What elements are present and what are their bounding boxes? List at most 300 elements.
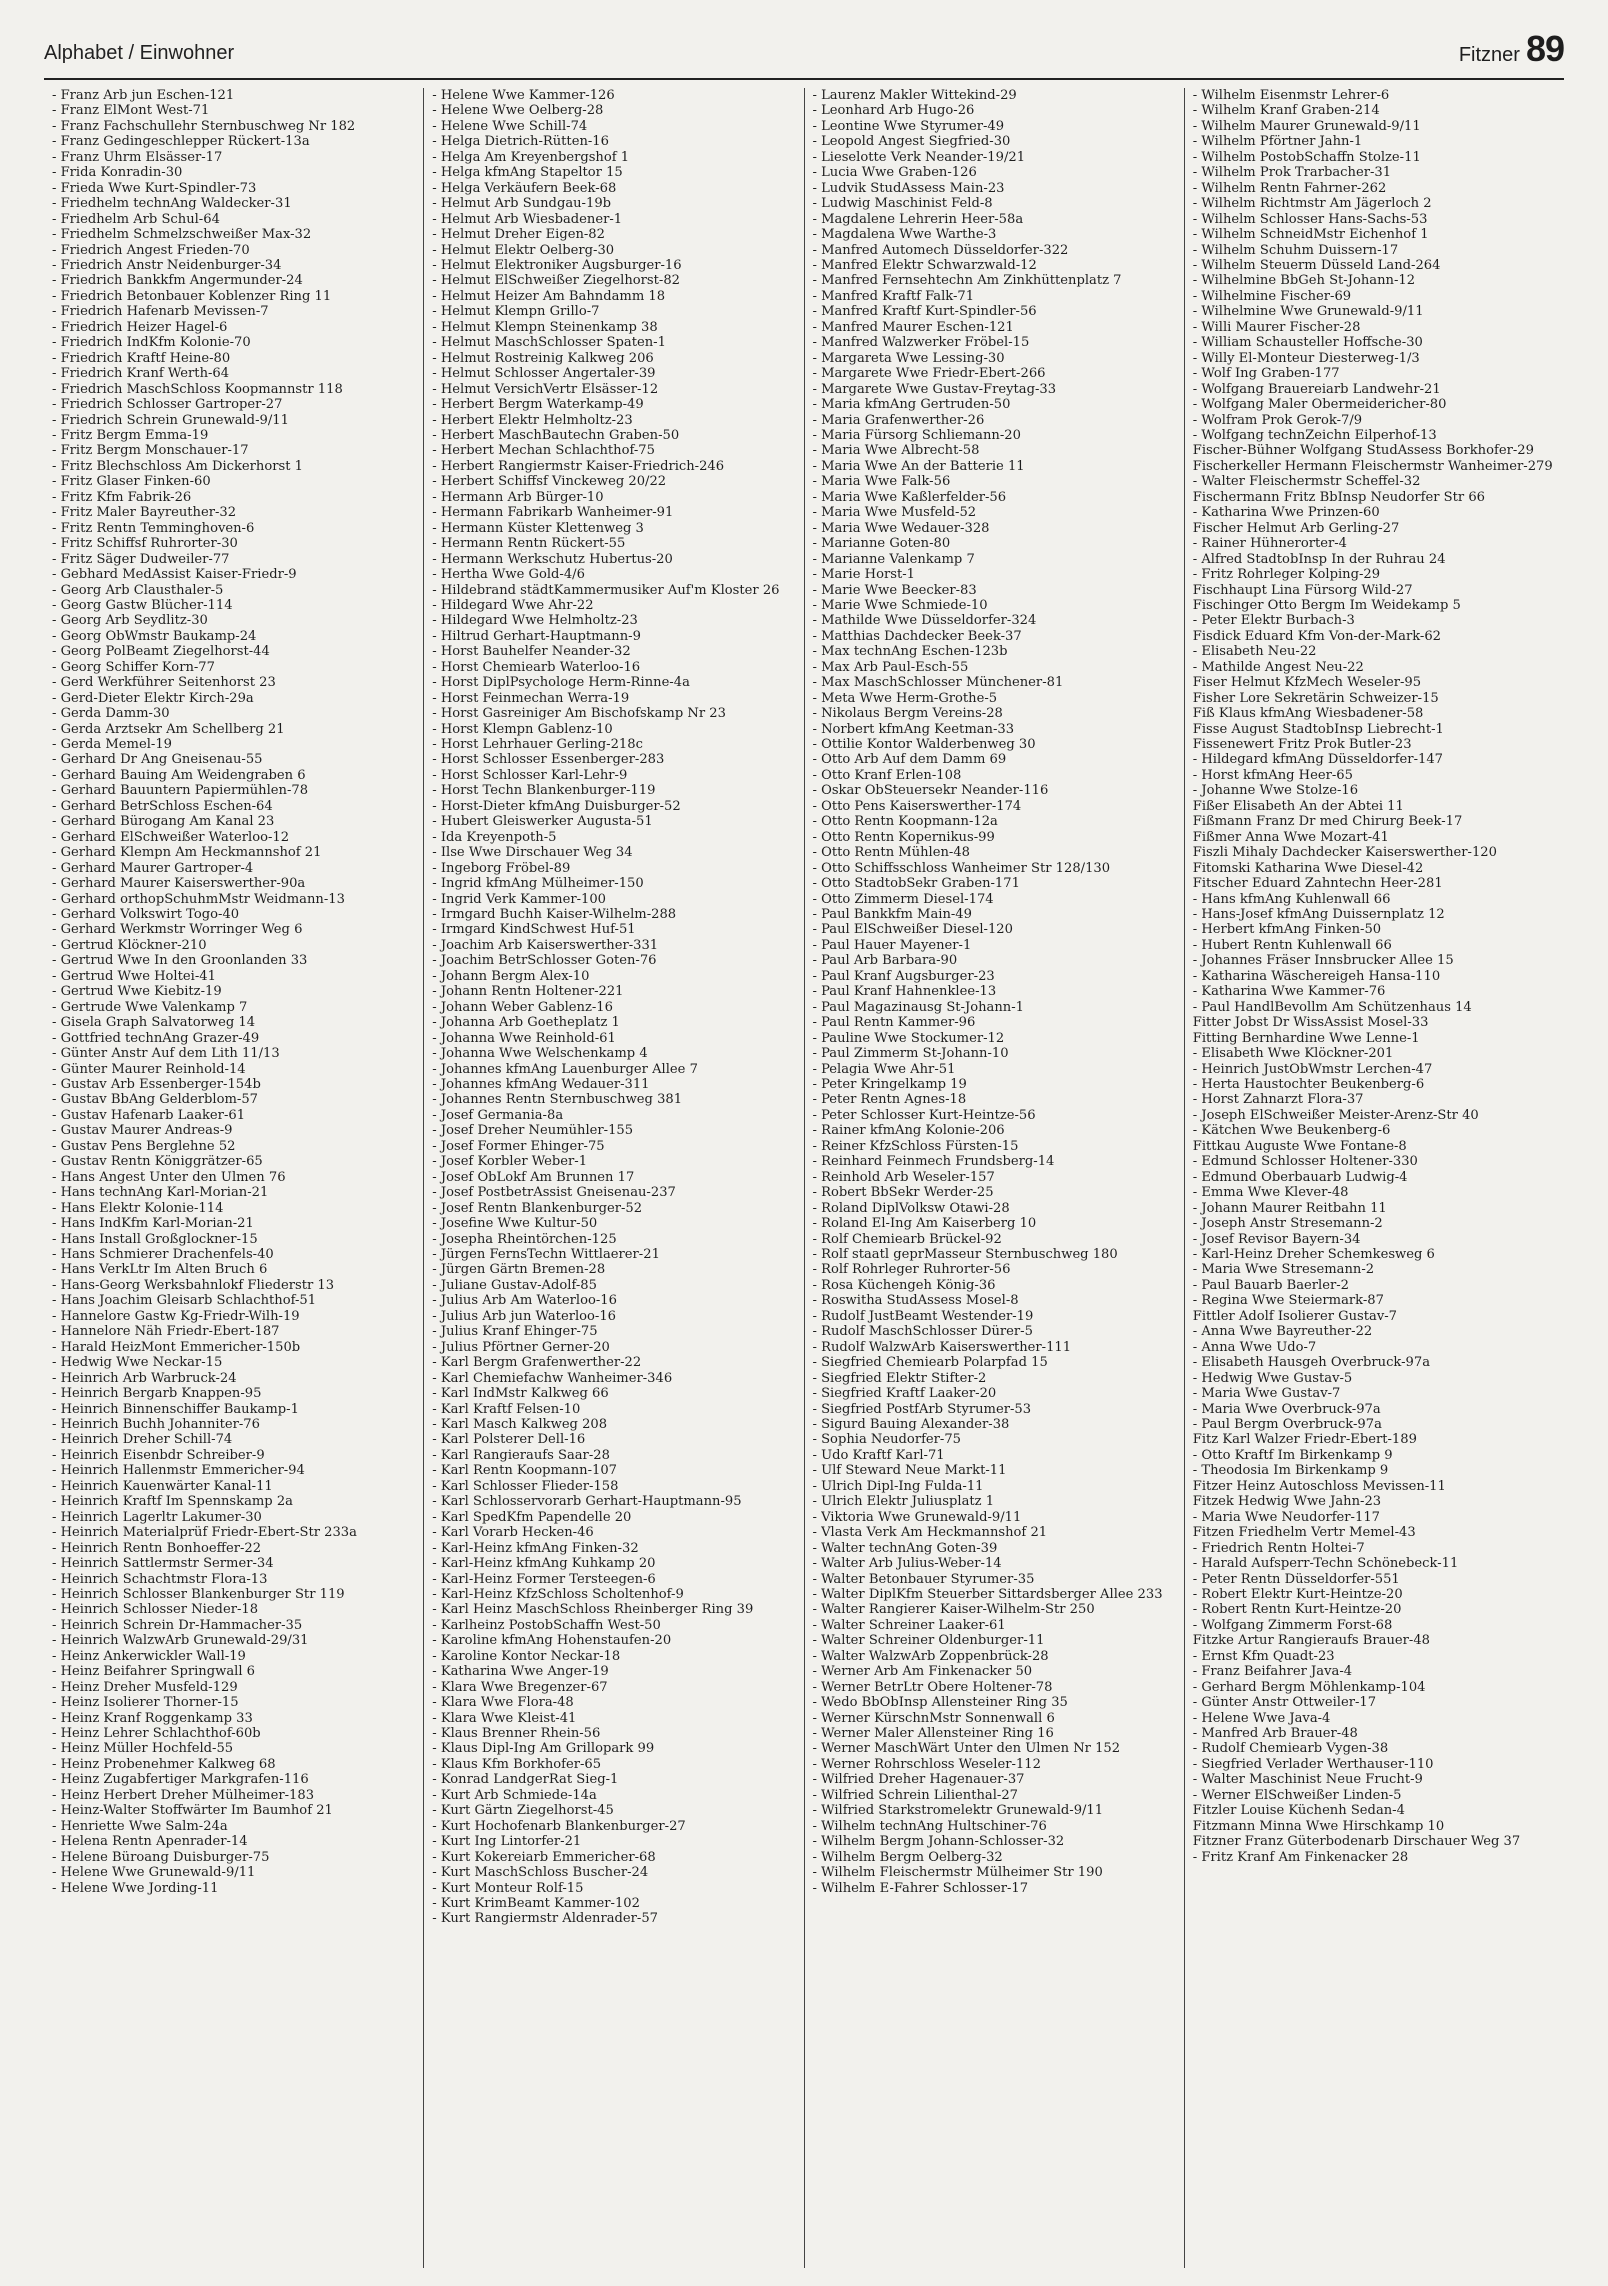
directory-entry: - Wilhelm Schlosser Hans-Sachs-53 <box>1192 211 1428 227</box>
directory-entry: - Horst Chemiearb Waterloo-16 <box>432 659 641 675</box>
column-4 <box>1184 88 1564 2268</box>
directory-entry: - Kurt Rangiermstr Aldenrader-57 <box>432 1911 658 1927</box>
directory-entry: - Ingrid kfmAng Mülheimer-150 <box>432 876 644 892</box>
directory-entry: - Katharina Wwe Kammer-76 <box>1192 984 1386 1000</box>
directory-entry: - Wilhelm technAng Hultschiner-76 <box>812 1818 1047 1834</box>
directory-entry: - Heinrich Hallenmstr Emmericher-94 <box>52 1463 305 1479</box>
directory-entry: - Alfred StadtobInsp In der Ruhrau 24 <box>1192 551 1446 567</box>
directory-entry: - Kurt Gärtn Ziegelhorst-45 <box>432 1803 614 1819</box>
directory-entry: - Gustav Rentn Königgrätzer-65 <box>52 1154 263 1170</box>
directory-entry: - Horst Klempn Gablenz-10 <box>432 721 613 737</box>
directory-entry: - Walter Arb Julius-Weber-14 <box>812 1556 1002 1572</box>
directory-entry: - Friedhelm Schmelzschweißer Max-32 <box>52 227 312 243</box>
directory-entry: - Walter Maschinist Neue Frucht-9 <box>1192 1772 1423 1788</box>
directory-entry: - Gerhard Maurer Kaiserswerther-90a <box>52 876 306 892</box>
directory-entry: - Karl Vorarb Hecken-46 <box>432 1525 594 1541</box>
directory-entry: - Gertrude Wwe Valenkamp 7 <box>52 999 248 1015</box>
directory-entry: - Karoline Kontor Neckar-18 <box>432 1648 621 1664</box>
directory-entry: - Hildegard Wwe Ahr-22 <box>432 597 594 613</box>
directory-entry: - Heinz Ankerwickler Wall-19 <box>52 1648 246 1664</box>
directory-entry: - Karl Heinz MaschSchloss Rheinberger Ring 39 <box>432 1602 754 1618</box>
directory-entry: - Helene Büroang Duisburger-75 <box>52 1849 270 1865</box>
directory-entry: - Margarete Wwe Friedr-Ebert-266 <box>812 366 1046 382</box>
directory-entry: - Sigurd Bauing Alexander-38 <box>812 1416 1010 1432</box>
directory-entry: - Johann Rentn Holtener-221 <box>432 984 624 1000</box>
directory-entry: - Fritz Rohrleger Kolping-29 <box>1192 567 1381 583</box>
directory-entry: - Helmut MaschSchlosser Spaten-1 <box>432 335 666 351</box>
directory-entry: - Wilfried Schrein Lilienthal-27 <box>812 1787 1019 1803</box>
directory-entry: - Wilfried Starkstromelektr Grunewald-9/11 <box>812 1803 1104 1819</box>
directory-entry: - Maria Wwe Stresemann-2 <box>1192 1262 1375 1278</box>
directory-entry: - Helga Am Kreyenbergshof 1 <box>432 149 630 165</box>
directory-entry: - Paul Bauarb Baerler-2 <box>1192 1277 1350 1293</box>
directory-entry: - Otto Zimmerm Diesel-174 <box>812 891 994 907</box>
directory-entry: - Helmut Elektr Oelberg-30 <box>432 242 615 258</box>
directory-entry: - Josef Korbler Weber-1 <box>432 1154 588 1170</box>
directory-entry: - Johann Maurer Reitbahn 11 <box>1192 1200 1387 1216</box>
directory-entry: - Heinrich Materialprüf Friedr-Ebert-Str 233a <box>52 1525 357 1541</box>
directory-entry: - Heinrich Dreher Schill-74 <box>52 1432 233 1448</box>
directory-entry: Fiszli Mihaly Dachdecker Kaiserswerther-120 <box>1192 845 1497 861</box>
directory-entry: - Fritz Maler Bayreuther-32 <box>52 505 237 521</box>
directory-entry: - Gerd Werkführer Seitenhorst 23 <box>52 675 276 691</box>
directory-entry: Fittler Adolf Isolierer Gustav-7 <box>1192 1308 1397 1324</box>
directory-entry: - Hubert Gleiswerker Augusta-51 <box>432 814 653 830</box>
directory-entry: - Meta Wwe Herm-Grothe-5 <box>812 690 998 706</box>
directory-entry: - Friedrich Kranf Werth-64 <box>52 366 230 382</box>
directory-entry: Fitting Bernhardine Wwe Lenne-1 <box>1192 1030 1420 1046</box>
directory-entry: - Jürgen Gärtn Bremen-28 <box>432 1262 606 1278</box>
directory-entry: - Gustav Maurer Andreas-9 <box>52 1123 233 1139</box>
directory-entry: - Nikolaus Bergm Vereins-28 <box>812 706 1003 722</box>
directory-entry: - Helmut Schlosser Angertaler-39 <box>432 366 656 382</box>
directory-entry: - Peter Elektr Burbach-3 <box>1192 613 1355 629</box>
directory-entry: - Gottfried technAng Grazer-49 <box>52 1030 260 1046</box>
directory-entry: - Gustav Arb Essenberger-154b <box>52 1077 261 1092</box>
directory-entry: - Helene Wwe Schill-74 <box>432 118 588 134</box>
directory-entry: - Werner Arb Am Finkenacker 50 <box>812 1664 1033 1680</box>
directory-entry: - Maria Wwe Musfeld-52 <box>812 505 977 521</box>
directory-entry: - Josef ObLokf Am Brunnen 17 <box>432 1169 635 1185</box>
directory-entry: - Heinz Lehrer Schlachthof-60b <box>52 1726 261 1742</box>
directory-entry: - Elisabeth Neu-22 <box>1192 644 1317 660</box>
directory-entry: - Gerhard orthopSchuhmMstr Weidmann-13 <box>52 891 345 907</box>
directory-entry: - Ilse Wwe Dirschauer Weg 34 <box>432 845 633 861</box>
directory-entry: - Josef Revisor Bayern-34 <box>1192 1231 1361 1247</box>
directory-entry: - Fritz Kranf Am Finkenacker 28 <box>1192 1849 1409 1865</box>
directory-entry: - Peter Rentn Düsseldorfer-551 <box>1192 1571 1400 1587</box>
page-number: 89 <box>1525 28 1564 69</box>
directory-entry: - Harald HeizMont Emmericher-150b <box>52 1339 301 1355</box>
directory-entry: - Rudolf JustBeamt Westender-19 <box>812 1308 1034 1324</box>
directory-entry: - Walter Betonbauer Styrumer-35 <box>812 1571 1035 1587</box>
directory-entry: - Heinz Herbert Dreher Mülheimer-183 <box>52 1787 315 1803</box>
column-3 <box>804 88 1184 2268</box>
directory-entry: Fitzke Artur Rangieraufs Brauer-48 <box>1192 1633 1431 1649</box>
directory-entry: - Friedrich Rentn Holtei-7 <box>1192 1540 1365 1556</box>
directory-entry: Fittkau Auguste Wwe Fontane-8 <box>1192 1138 1407 1154</box>
directory-entry: - Heinz Isolierer Thorner-15 <box>52 1695 239 1711</box>
directory-entry: - Hermann Fabrikarb Wanheimer-91 <box>432 505 674 521</box>
directory-entry: - Klaus Kfm Borkhofer-65 <box>432 1756 602 1772</box>
directory-entry: - Wolfram Prok Gerok-7/9 <box>1192 412 1363 428</box>
directory-entry: - Hildegard kfmAng Düsseldorfer-147 <box>1192 752 1443 768</box>
directory-entry: - Horst-Dieter kfmAng Duisburger-52 <box>432 798 681 814</box>
directory-entry: - Matthias Dachdecker Beek-37 <box>812 628 1022 644</box>
directory-entry: - Gerhard ElSchweißer Waterloo-12 <box>52 829 290 845</box>
directory-entry: - Georg Gastw Blücher-114 <box>52 597 233 613</box>
directory-entry: - Kurt KrimBeamt Kammer-102 <box>432 1896 640 1912</box>
directory-entry: - Frieda Wwe Kurt-Spindler-73 <box>52 180 257 196</box>
directory-entry: - Wilhelm Kranf Graben-214 <box>1192 103 1380 119</box>
directory-entry: - Maria Wwe Overbruck-97a <box>1192 1401 1381 1417</box>
directory-entry: - Karl Masch Kalkweg 208 <box>432 1416 608 1432</box>
directory-entry: - Wedo BbObInsp Allensteiner Ring 35 <box>812 1695 1068 1711</box>
directory-entry: - Karl Chemiefachw Wanheimer-346 <box>432 1370 673 1386</box>
directory-entry: - Fritz Glaser Finken-60 <box>52 474 211 490</box>
directory-entry: - Klara Wwe Kleist-41 <box>432 1710 577 1726</box>
directory-entry: - Willy El-Monteur Diesterweg-1/3 <box>1192 350 1420 366</box>
directory-entry: - Georg PolBeamt Ziegelhorst-44 <box>52 644 270 660</box>
directory-entry: - Irmgard KindSchwest Huf-51 <box>432 922 636 938</box>
directory-entry: - Heinrich Lagerltr Lakumer-30 <box>52 1509 262 1525</box>
directory-entry: - Gerda Damm-30 <box>52 706 170 722</box>
directory-entry: - Helene Wwe Grunewald-9/11 <box>52 1865 256 1881</box>
directory-entry: - Horst Schlosser Karl-Lehr-9 <box>432 767 628 783</box>
directory-entry: Fischhaupt Lina Fürsorg Wild-27 <box>1192 582 1413 598</box>
directory-entry: - Hans-Georg Werksbahnlokf Fliederstr 13 <box>52 1277 335 1293</box>
directory-entry: - Kurt Ing Lintorfer-21 <box>432 1834 582 1850</box>
directory-entry: - Wilhelmine Wwe Grunewald-9/11 <box>1192 304 1424 320</box>
directory-entry: - Kurt Arb Schmiede-14a <box>432 1787 597 1803</box>
directory-entry: - Horst Gasreiniger Am Bischofskamp Nr 23 <box>432 706 726 722</box>
directory-entry: - Mathilde Wwe Düsseldorfer-324 <box>812 613 1037 629</box>
directory-entry: - Hubert Rentn Kuhlenwall 66 <box>1192 937 1392 953</box>
directory-entry: - Helmut Klempn Steinenkamp 38 <box>432 319 658 335</box>
directory-entry: - Helene Wwe Oelberg-28 <box>432 103 604 119</box>
directory-entry: - Wilhelm Pförtner Jahn-1 <box>1192 134 1363 150</box>
directory-entry: - Robert Elektr Kurt-Heintze-20 <box>1192 1586 1403 1602</box>
directory-entry: - Siegfried Kraftf Laaker-20 <box>812 1386 997 1402</box>
directory-entry: - Helena Rentn Apenrader-14 <box>52 1834 248 1850</box>
directory-entry: - Marie Wwe Schmiede-10 <box>812 597 988 613</box>
directory-entry: - Johannes kfmAng Wedauer-311 <box>432 1077 650 1092</box>
directory-entry: - Johanna Wwe Welschenkamp 4 <box>432 1046 648 1062</box>
directory-entry: - Hannelore Gastw Kg-Friedr-Wilh-19 <box>52 1308 300 1324</box>
directory-entry: - Marianne Valenkamp 7 <box>812 551 975 567</box>
directory-entry: - Josef Rentn Blankenburger-52 <box>432 1200 643 1216</box>
directory-entry: - Klara Wwe Bregenzer-67 <box>432 1679 608 1695</box>
directory-entry: - Helmut Heizer Am Bahndamm 18 <box>432 288 666 304</box>
directory-entry: - Siegfried Elektr Stifter-2 <box>812 1370 987 1386</box>
directory-entry: Fischermann Fritz BbInsp Neudorfer Str 66 <box>1192 489 1485 505</box>
directory-entry: - Johanna Wwe Reinhold-61 <box>432 1030 616 1046</box>
directory-entry: - Heinrich Schlosser Nieder-18 <box>52 1602 259 1618</box>
directory-entry: - Roland El-Ing Am Kaiserberg 10 <box>812 1216 1037 1232</box>
directory-entry: - Heinrich Schachtmstr Flora-13 <box>52 1571 268 1587</box>
directory-entry: - Ida Kreyenpoth-5 <box>432 829 557 845</box>
directory-entry: - Walter Schreiner Oldenburger-11 <box>812 1633 1045 1649</box>
directory-entry: - Edmund Schlosser Holtener-330 <box>1192 1154 1418 1170</box>
directory-entry: - Franz Beifahrer Java-4 <box>1192 1664 1353 1680</box>
directory-entry: - Johannes Rentn Sternbuschweg 381 <box>432 1092 683 1108</box>
directory-entry: - Rolf Rohrleger Ruhrorter-56 <box>812 1262 1011 1278</box>
publisher-page <box>1459 28 1564 70</box>
directory-entry: - Gustav BbAng Gelderblom-57 <box>52 1092 259 1108</box>
directory-entry: - Walter Fleischermstr Scheffel-32 <box>1192 474 1421 490</box>
directory-entry: Fiser Helmut KfzMech Weseler-95 <box>1192 675 1422 691</box>
directory-entry: - Otto Rentn Kopernikus-99 <box>812 829 995 845</box>
directory-entry: - Wilhelm Maurer Grunewald-9/11 <box>1192 118 1421 134</box>
directory-entry: - Heinrich Rentn Bonhoeffer-22 <box>52 1540 262 1556</box>
directory-entry: - Otto Arb Auf dem Damm 69 <box>812 752 1007 768</box>
directory-entry: - Hans Angest Unter den Ulmen 76 <box>52 1169 286 1185</box>
directory-entry: - Hans Schmierer Drachenfels-40 <box>52 1246 274 1262</box>
directory-entry: - Henriette Wwe Salm-24a <box>52 1818 228 1834</box>
directory-entry: - Josef PostbetrAssist Gneisenau-237 <box>432 1185 676 1201</box>
directory-entry: - Heinrich Schrein Dr-Hammacher-35 <box>52 1617 303 1633</box>
directory-entry: - Helene Wwe Java-4 <box>1192 1710 1331 1726</box>
directory-entry: - Ottilie Kontor Walderbenweg 30 <box>812 737 1036 753</box>
directory-entry: - Heinz Kranf Roggenkamp 33 <box>52 1710 253 1726</box>
directory-entry: - Horst Feinmechan Werra-19 <box>432 690 630 706</box>
directory-entry: - Wilhelm Schuhm Duissern-17 <box>1192 242 1399 258</box>
directory-entry: - Friedrich Hafenarb Mevissen-7 <box>52 304 269 320</box>
directory-entry: - Julius Arb Am Waterloo-16 <box>432 1293 617 1309</box>
directory-entry: - Paul Bergm Overbruck-97a <box>1192 1416 1382 1432</box>
directory-entry: - Wilhelm Steuerm Düsseld Land-264 <box>1192 257 1441 273</box>
directory-entry: - Hans-Josef kfmAng Duissernplatz 12 <box>1192 907 1445 923</box>
directory-entry: - Julius Kranf Ehinger-75 <box>432 1324 598 1340</box>
directory-entry: - Karl-Heinz Dreher Schemkesweg 6 <box>1192 1246 1435 1262</box>
directory-entry: Fiß Klaus kfmAng Wiesbadener-58 <box>1192 706 1424 722</box>
directory-entry: - Maria Wwe Albrecht-58 <box>812 443 980 459</box>
directory-entry: - Manfred Walzwerker Fröbel-15 <box>812 335 1030 351</box>
directory-entry: Fitzner Franz Güterbodenarb Dirschauer Weg 37 <box>1192 1834 1521 1850</box>
directory-entry: - Katharina Wwe Anger-19 <box>432 1664 609 1680</box>
directory-entry: - Heinrich Bergarb Knappen-95 <box>52 1386 262 1402</box>
directory-entry: - Hertha Wwe Gold-4/6 <box>432 567 585 583</box>
directory-entry: - Werner Rohrschloss Weseler-112 <box>812 1756 1041 1772</box>
directory-entry: - Walter technAng Goten-39 <box>812 1540 998 1556</box>
directory-entry: - Werner Maler Allensteiner Ring 16 <box>812 1726 1054 1742</box>
directory-entry: - Paul ElSchweißer Diesel-120 <box>812 922 1013 938</box>
directory-entry: - Paul Bankkfm Main-49 <box>812 907 972 923</box>
directory-entry: - Gerhard Bürogang Am Kanal 23 <box>52 814 275 830</box>
directory-entry: - Gerhard Dr Ang Gneisenau-55 <box>52 752 263 768</box>
directory-entry: - Karl-Heinz Former Tersteegen-6 <box>432 1571 656 1587</box>
directory-entry: - Gertrud Wwe In den Groonlanden 33 <box>52 953 308 969</box>
directory-entry: - Hermann Werkschutz Hubertus-20 <box>432 551 673 567</box>
directory-entry: Fischer Helmut Arb Gerling-27 <box>1192 520 1400 536</box>
directory-entry: - Leonhard Arb Hugo-26 <box>812 103 975 119</box>
directory-entry: - Maria Wwe Falk-56 <box>812 474 951 490</box>
directory-entry: - Wilhelm Richtmstr Am Jägerloch 2 <box>1192 196 1432 212</box>
directory-entry: - Karlheinz PostobSchaffn West-50 <box>432 1617 661 1633</box>
directory-entry: - Siegfried Verlader Werthauser-110 <box>1192 1756 1434 1772</box>
directory-entry: - Franz Gedingeschlepper Rückert-13a <box>52 134 310 150</box>
directory-entry: - Joseph Anstr Stresemann-2 <box>1192 1216 1383 1232</box>
directory-entry: - Helga Dietrich-Rütten-16 <box>432 134 609 150</box>
directory-entry: - Josef Dreher Neumühler-155 <box>432 1123 634 1139</box>
directory-entry: - Walter Rangierer Kaiser-Wilhelm-Str 250 <box>812 1602 1095 1618</box>
directory-entry: - Hans Elektr Kolonie-114 <box>52 1200 224 1216</box>
directory-entry: - Paul Kranf Hahnenklee-13 <box>812 984 997 1000</box>
directory-entry: - Günter Anstr Auf dem Lith 11/13 <box>52 1046 280 1062</box>
directory-entry: - Herbert Schiffsf Vinckeweg 20/22 <box>432 474 667 490</box>
directory-entry: - Friedhelm technAng Waldecker-31 <box>52 196 292 212</box>
directory-entry: - Georg Schiffer Korn-77 <box>52 659 215 675</box>
directory-entry: - Manfred Arb Brauer-48 <box>1192 1726 1358 1742</box>
directory-entry: - Josef Former Ehinger-75 <box>432 1138 605 1154</box>
directory-entry: - Heinz Probenehmer Kalkweg 68 <box>52 1756 276 1772</box>
directory-entry: Fitscher Eduard Zahntechn Heer-281 <box>1192 876 1443 892</box>
directory-entry: - Heinrich Sattlermstr Sermer-34 <box>52 1556 274 1572</box>
directory-entry: - Friedhelm Arb Schul-64 <box>52 211 220 227</box>
directory-entry: Fißmann Franz Dr med Chirurg Beek-17 <box>1192 814 1463 830</box>
directory-entry: - Gerhard BetrSchloss Eschen-64 <box>52 798 273 814</box>
directory-entry: - Maria Wwe Gustav-7 <box>1192 1386 1341 1402</box>
directory-entry: - Maria Grafenwerther-26 <box>812 412 985 428</box>
directory-entry: - Anna Wwe Bayreuther-22 <box>1192 1324 1373 1340</box>
directory-entry: - Ulf Steward Neue Markt-11 <box>812 1463 1007 1479</box>
directory-entry: - Karl IndMstr Kalkweg 66 <box>432 1386 609 1402</box>
directory-entry: - Gerhard Werkmstr Worringer Weg 6 <box>52 922 303 938</box>
directory-entry: - Gertrud Wwe Holtei-41 <box>52 968 216 984</box>
directory-entry: - Otto Schiffsschloss Wanheimer Str 128/130 <box>812 860 1111 876</box>
directory-entry: - Heinrich Eisenbdr Schreiber-9 <box>52 1447 265 1463</box>
directory-entry: - Wilhelm Bergm Oelberg-32 <box>812 1849 1003 1865</box>
directory-entry: - Manfred Kraftf Kurt-Spindler-56 <box>812 304 1037 320</box>
directory-entry: - Pelagia Wwe Ahr-51 <box>812 1061 956 1077</box>
directory-entry: - Josef Germania-8a <box>432 1107 564 1123</box>
directory-entry: - Helga Verkäufern Beek-68 <box>432 180 617 196</box>
directory-entry: - Heinrich WalzwArb Grunewald-29/31 <box>52 1633 309 1649</box>
directory-entry: - Helmut ElSchweißer Ziegelhorst-82 <box>432 273 681 289</box>
directory-entry: - Hedwig Wwe Gustav-5 <box>1192 1370 1353 1386</box>
directory-entry: - Fritz Bergm Emma-19 <box>52 427 209 443</box>
directory-entry: - Kurt Hochofenarb Blankenburger-27 <box>432 1818 686 1834</box>
directory-entry: - Johannes kfmAng Lauenburger Allee 7 <box>432 1061 698 1077</box>
directory-entry: - Paul Zimmerm St-Johann-10 <box>812 1046 1009 1062</box>
directory-entry: - Friedrich Anstr Neidenburger-34 <box>52 257 282 273</box>
directory-entry: - Leontine Wwe Styrumer-49 <box>812 118 1005 134</box>
directory-entry: - Herbert Rangiermstr Kaiser-Friedrich-246 <box>432 458 725 474</box>
directory-entry: - Karl Bergm Grafenwerther-22 <box>432 1355 642 1371</box>
directory-entry: - Walter Schreiner Laaker-61 <box>812 1617 1006 1633</box>
directory-entry: - Paul Hauer Mayener-1 <box>812 937 972 953</box>
directory-entry: - Irmgard Buchh Kaiser-Wilhelm-288 <box>432 907 677 923</box>
directory-columns <box>44 88 1564 2268</box>
directory-entry: - Gerhard Volkswirt Togo-40 <box>52 907 240 923</box>
directory-entry: - Theodosia Im Birkenkamp 9 <box>1192 1463 1389 1479</box>
directory-entry: - Helmut Arb Wiesbadener-1 <box>432 211 623 227</box>
directory-entry: - Elisabeth Hausgeh Overbruck-97a <box>1192 1355 1431 1371</box>
directory-entry: - Ingrid Verk Kammer-100 <box>432 891 607 907</box>
directory-entry: - Reinhard Feinmech Frundsberg-14 <box>812 1154 1055 1170</box>
directory-entry: Fitomski Katharina Wwe Diesel-42 <box>1192 860 1424 876</box>
directory-entry: - Helmut Rostreinig Kalkweg 206 <box>432 350 654 366</box>
directory-entry: - Paul Arb Barbara-90 <box>812 953 958 969</box>
directory-entry: - Heinz Dreher Musfeld-129 <box>52 1679 238 1695</box>
directory-entry: - Werner ElSchweißer Linden-5 <box>1192 1787 1402 1803</box>
directory-entry: - Karl Schlosser Flieder-158 <box>432 1478 619 1494</box>
directory-entry: - Peter Kringelkamp 19 <box>812 1077 967 1092</box>
directory-entry: - Wolf Ing Graben-177 <box>1192 366 1340 382</box>
directory-entry: - Frida Konradin-30 <box>52 165 183 181</box>
directory-entry: - Klaus Dipl-Ing Am Grillopark 99 <box>432 1741 655 1757</box>
directory-entry: - Gisela Graph Salvatorweg 14 <box>52 1015 256 1031</box>
directory-entry: - Leopold Angest Siegfried-30 <box>812 134 1011 150</box>
directory-entry: - Wilhelmine BbGeh St-Johann-12 <box>1192 273 1416 289</box>
directory-entry: Fitz Karl Walzer Friedr-Ebert-189 <box>1192 1432 1417 1448</box>
directory-entry: - Viktoria Wwe Grunewald-9/11 <box>812 1509 1022 1525</box>
directory-entry: - Vlasta Verk Am Heckmannshof 21 <box>812 1525 1048 1541</box>
directory-entry: - Kurt MaschSchloss Buscher-24 <box>432 1865 649 1881</box>
directory-entry: Fisdick Eduard Kfm Von-der-Mark-62 <box>1192 628 1441 644</box>
directory-entry: - Herbert MaschBautechn Graben-50 <box>432 427 680 443</box>
directory-entry: - Wilhelm Bergm Johann-Schlosser-32 <box>812 1834 1065 1850</box>
directory-entry: Fitzmann Minna Wwe Hirschkamp 10 <box>1192 1818 1445 1834</box>
directory-entry: - Jürgen FernsTechn Wittlaerer-21 <box>432 1246 660 1262</box>
directory-entry: - William Schausteller Hoffsche-30 <box>1192 335 1423 351</box>
directory-entry: - Rainer kfmAng Kolonie-206 <box>812 1123 1005 1139</box>
directory-entry: - Norbert kfmAng Keetman-33 <box>812 721 1015 737</box>
directory-entry: - Maria Wwe Wedauer-328 <box>812 520 990 536</box>
directory-entry: - Hildebrand städtKammermusiker Auf'm Kloster 26 <box>432 582 780 598</box>
directory-entry: - Fritz Schiffsf Ruhrorter-30 <box>52 536 238 552</box>
directory-entry: - Werner MaschWärt Unter den Ulmen Nr 152 <box>812 1741 1121 1757</box>
directory-entry: - Paul Magazinausg St-Johann-1 <box>812 999 1024 1015</box>
directory-entry: Fitzler Louise Küchenh Sedan-4 <box>1192 1803 1405 1819</box>
directory-entry: - Manfred Maurer Eschen-121 <box>812 319 1014 335</box>
directory-entry: - Friedrich IndKfm Kolonie-70 <box>52 335 251 351</box>
directory-entry: - Horst Lehrhauer Gerling-218c <box>432 737 643 753</box>
directory-entry: - Werner BetrLtr Obere Holtener-78 <box>812 1679 1053 1695</box>
directory-entry: - Juliane Gustav-Adolf-85 <box>432 1277 597 1293</box>
directory-entry: Fischerkeller Hermann Fleischermstr Wanheimer-279 <box>1192 458 1553 474</box>
directory-entry: Fißmer Anna Wwe Mozart-41 <box>1192 829 1389 845</box>
directory-entry: - Hiltrud Gerhart-Hauptmann-9 <box>432 628 641 644</box>
directory-entry: - Herbert kfmAng Finken-50 <box>1192 922 1382 938</box>
directory-entry: - Marie Wwe Beecker-83 <box>812 582 977 598</box>
directory-entry: - Wilhelm Eisenmstr Lehrer-6 <box>1192 88 1390 103</box>
directory-entry: - Edmund Oberbauarb Ludwig-4 <box>1192 1169 1408 1185</box>
directory-entry: - Gertrud Klöckner-210 <box>52 937 207 953</box>
directory-entry: - Magdalene Lehrerin Heer-58a <box>812 211 1024 227</box>
directory-entry: - Hermann Arb Bürger-10 <box>432 489 604 505</box>
directory-entry: - Hans IndKfm Karl-Morian-21 <box>52 1216 254 1232</box>
directory-entry: - Konrad LandgerRat Sieg-1 <box>432 1772 619 1788</box>
directory-entry: - Joseph ElSchweißer Meister-Arenz-Str 40 <box>1192 1107 1479 1123</box>
directory-entry: - Friedrich Schrein Grunewald-9/11 <box>52 412 289 428</box>
directory-entry: Fitzer Heinz Autoschloss Mevissen-11 <box>1192 1478 1446 1494</box>
directory-entry: - Maria Fürsorg Schliemann-20 <box>812 427 1021 443</box>
directory-entry: - Ernst Kfm Quadt-23 <box>1192 1648 1335 1664</box>
directory-entry: - Otto Pens Kaiserswerther-174 <box>812 798 1022 814</box>
directory-entry: - Rudolf WalzwArb Kaiserswerther-111 <box>812 1339 1072 1355</box>
directory-entry: - Heinrich Schlosser Blankenburger Str 119 <box>52 1586 345 1602</box>
directory-entry: - Hans kfmAng Kuhlenwall 66 <box>1192 891 1391 907</box>
directory-entry: - Georg Arb Seydlitz-30 <box>52 613 208 629</box>
directory-entry: - Karl Polsterer Dell-16 <box>432 1432 586 1448</box>
directory-entry: - Fritz Rentn Temminghoven-6 <box>52 520 255 536</box>
publisher-name: Fitzner <box>1458 44 1520 66</box>
directory-entry: - Wilhelm Prok Trarbacher-31 <box>1192 165 1392 181</box>
directory-entry: - Herta Haustochter Beukenberg-6 <box>1192 1077 1425 1092</box>
directory-entry: - Gertrud Wwe Kiebitz-19 <box>52 984 222 1000</box>
directory-entry: - Otto StadtobSekr Graben-171 <box>812 876 1020 892</box>
